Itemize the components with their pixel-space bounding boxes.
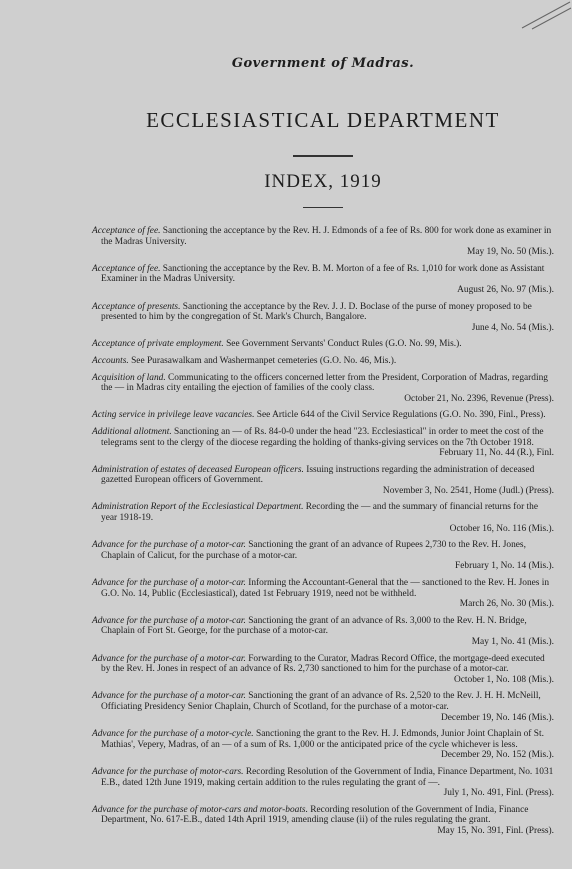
entry-reference: October 1, No. 108 (Mis.).: [454, 674, 554, 685]
entry-text: Sanctioning an — of Rs. 84-0-0 under the head "23. Ecclesiastical" in order to meet the cost of the telegrams sent to the clergy of the diocese regarding the holding of thanks-giving services on the 7th October 1918.: [101, 426, 544, 448]
index-entry: [92, 805, 554, 837]
entry-heading: Advance for the purchase of a motor-cycle.: [92, 729, 254, 740]
index-entry: [92, 356, 554, 367]
department-title: ECCLESIASTICAL DEPARTMENT: [146, 108, 500, 132]
entry-text: Issuing instructions regarding the administration of deceased gazetted European officers of Government.: [101, 464, 535, 486]
entry-heading: Additional allotment.: [92, 426, 172, 437]
entry-reference: February 11, No. 44 (R.), Finl.: [439, 448, 554, 459]
entry-heading: Acceptance of presents.: [92, 301, 181, 312]
index-entry: [92, 540, 554, 572]
index-entry: [92, 410, 554, 421]
entry-reference: May 1, No. 41 (Mis.).: [471, 637, 554, 647]
entry-text: Recording resolution of the Government of India, Finance Department, No. 617-E.B., dated 14th April 1919, amending clause (ii) of the rules regulating the grant.: [101, 804, 529, 826]
index-entry: [92, 578, 554, 610]
index-entry: [92, 465, 554, 497]
entry-text: Forwarding to the Curator, Madras Record Office, the mortgage-deed executed by the Rev. H. Jones in respect of an advance of Rs. 2,730 sanctioned to him for the purchase of a motor-car.: [101, 653, 545, 675]
entry-reference: November 3, No. 2541, Home (Judl.) (Press).: [382, 485, 554, 496]
index-entries-list: [92, 226, 554, 837]
entry-text: Sanctioning the grant of an advance of Rs. 3,000 to the Rev. H. N. Bridge, Chaplain of Fort St. George, for the purchase of a motor-car.: [101, 615, 527, 637]
index-entry: [92, 264, 554, 296]
entry-heading: Administration Report of the Ecclesiastical Department.: [92, 502, 304, 513]
entry-text: Recording the — and the summary of financial returns for the year 1918-19.: [101, 502, 539, 524]
entry-reference: May 15, No. 391, Finl. (Press).: [437, 825, 554, 836]
entry-text: Communicating to the officers concerned letter from the President, Corporation of Madras, regarding the — in Madras city entailing the ejection of families of the cooly class.: [101, 372, 548, 394]
government-heading: Government of Madras.: [231, 56, 415, 71]
index-entry: [92, 373, 554, 405]
entry-reference: July 1, No. 491, Finl. (Press).: [443, 788, 554, 799]
entry-text: Sanctioning the grant of an advance of Rupees 2,730 to the Rev. H. Jones, Chaplain of Calicut, for the purchase of a motor-car.: [101, 540, 526, 561]
entry-heading: Advance for the purchase of motor-cars.: [92, 766, 244, 777]
index-entry: [92, 339, 554, 350]
entry-reference: December 29, No. 152 (Mis.).: [441, 750, 554, 761]
index-entry: [92, 729, 554, 761]
entry-heading: Acquisition of land.: [92, 372, 166, 383]
index-entry: [92, 767, 554, 799]
entry-text: See Article 644 of the Civil Service Regulations (G.O. No. 390, Finl., Press).: [256, 410, 546, 421]
entry-heading: Accounts.: [92, 355, 129, 366]
entry-heading: Administration of estates of deceased European officers.: [92, 464, 304, 475]
entry-heading: Acceptance of fee.: [92, 226, 161, 236]
entry-reference: June 4, No. 54 (Mis.).: [471, 322, 554, 333]
entry-text: See Purasawalkam and Washermanpet cemeteries (G.O. No. 46, Mis.).: [131, 355, 397, 366]
entry-text: Sanctioning the grant of an advance of Rs. 2,520 to the Rev. J. H. H. McNeill, Officiating Presidency Senior Chaplain, Church of Scotland, for the purchase of a motor-car.: [101, 691, 541, 712]
entry-reference: August 26, No. 97 (Mis.).: [457, 284, 554, 295]
index-entry: [92, 691, 554, 723]
corner-pencil-mark: [512, 0, 572, 30]
entry-heading: Advance for the purchase of a motor-car.: [92, 691, 246, 702]
index-entry: [92, 502, 554, 534]
index-entry: [92, 302, 554, 334]
entry-heading: Advance for the purchase of a motor-car.: [92, 578, 246, 589]
entry-text: Sanctioning the acceptance by the Rev. H. J. Edmonds of a fee of Rs. 800 for work done as examiner in the Madras University.: [101, 226, 552, 247]
index-entry: [92, 654, 554, 686]
entry-heading: Acting service in privilege leave vacancies.: [92, 410, 255, 421]
divider-rule: [293, 155, 353, 157]
entry-heading: Acceptance of fee.: [92, 263, 161, 274]
index-entry: [92, 226, 554, 258]
entry-text: Sanctioning the grant to the Rev. H. J. Edmonds, Junior Joint Chaplain of St. Mathias', Vepery, Madras, of an — of a sum of Rs. 1,000 or the anticipated price of the cycle whichever is less.: [101, 729, 544, 750]
entry-heading: Advance for the purchase of motor-cars and motor-boats.: [92, 804, 308, 815]
entry-text: Informing the Accountant-General that the — sanctioned to the Rev. H. Jones in G.O. No. 14, Public (Ecclesiastical), dated 1st February 1919, need not be withheld.: [101, 578, 550, 599]
entry-text: Sanctioning the acceptance by the Rev. B. M. Morton of a fee of Rs. 1,010 for work done as Assistant Examiner in the Madras University.: [101, 263, 545, 285]
entry-heading: Advance for the purchase of a motor-car.: [92, 653, 246, 664]
divider-rule-small: [303, 207, 343, 208]
entry-reference: October 21, No. 2396, Revenue (Press).: [404, 393, 554, 404]
entry-heading: Advance for the purchase of a motor-car.: [92, 540, 246, 551]
entry-reference: December 19, No. 146 (Mis.).: [441, 712, 554, 723]
entry-heading: Advance for the purchase of a motor-car.: [92, 615, 246, 626]
entry-text: See Government Servants' Conduct Rules (G.O. No. 99, Mis.).: [226, 339, 462, 350]
entry-reference: May 19, No. 50 (Mis.).: [467, 247, 554, 258]
entry-reference: October 16, No. 116 (Mis.).: [449, 523, 554, 534]
entry-heading: Acceptance of private employment.: [92, 339, 224, 350]
index-entry: [92, 616, 554, 648]
entry-reference: February 1, No. 14 (Mis.).: [455, 561, 554, 572]
entry-text: Sanctioning the acceptance by the Rev. J. J. D. Boclase of the purse of money proposed to be presented to him by the congregation of St. Mark's Church, Bangalore.: [101, 301, 532, 323]
index-entry: [92, 427, 554, 459]
entry-reference: March 26, No. 30 (Mis.).: [459, 599, 554, 610]
entry-text: Recording Resolution of the Government of India, Finance Department, No. 1031 E.B., dated 12th June 1919, making certain addition to the rules regulating the grant of —.: [101, 766, 554, 788]
index-title: INDEX, 1919: [264, 171, 382, 192]
